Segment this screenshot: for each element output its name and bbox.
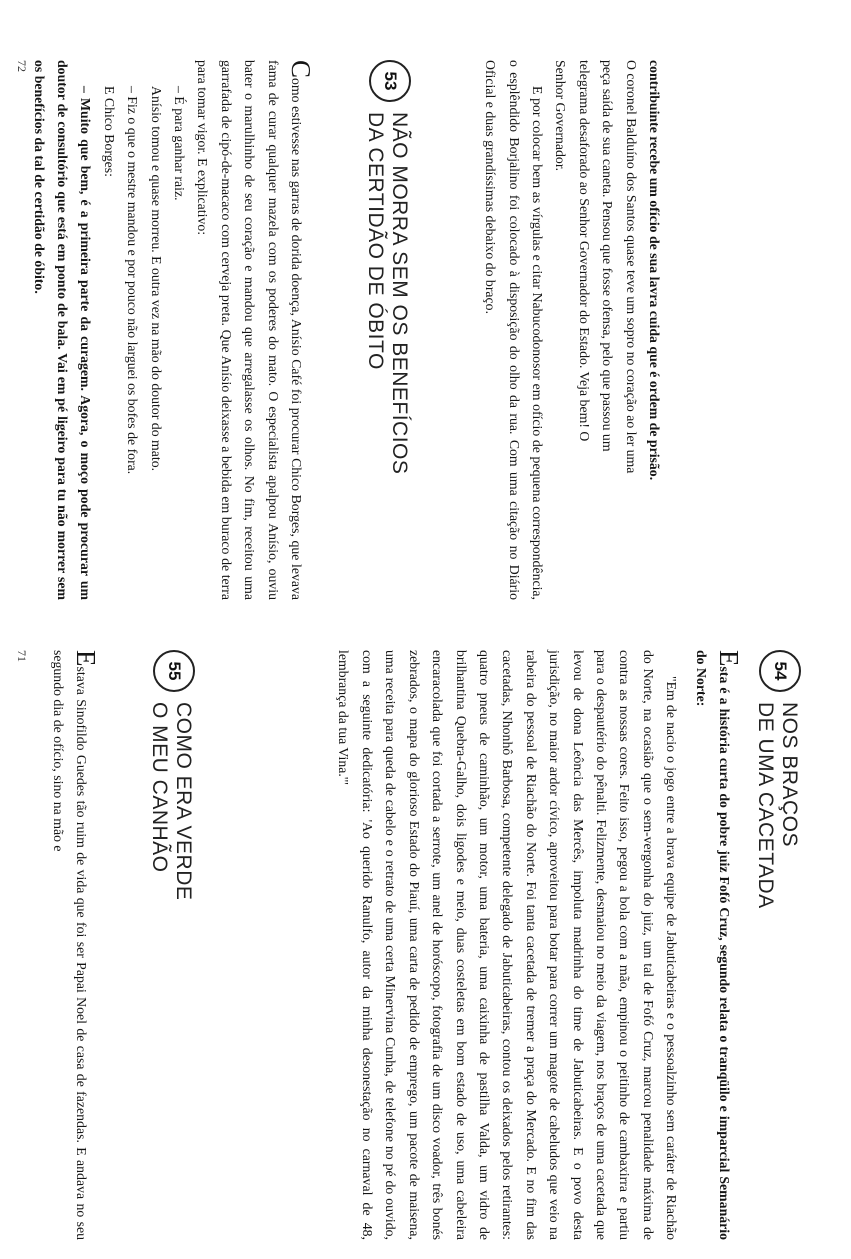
paragraph: sta é a história curta do pobre juiz Fofó Cruz, segundo relata o tranqüilo e imparcial Semanário do Norte: (693, 650, 732, 1240)
section-title (363, 112, 411, 474)
section-53-body (27, 60, 316, 600)
quoted-report: "Em de nacio o jogo entre a brava equipe de Jabuticabeiras e o pessoalzinho sem caráter de Riachão do Norte, na ocasião que o sem-vergonha do juiz, um tal de Fofó Cruz, marcou penalidade máxima de contra as nossas cores. Feito isso, pegou a bola com a mão, empinou o peitinho de cambaxirra e partiu para o despautério do pênalti. Felizmente, desmaiou no meio da viagem, nos braços de uma cacetada que levou de dona Leôncia das Mercês, impoluta madrinha do time de Jabuticabeiras. E o povo desta jurisdição, no maior ardor cívico, aproveitou para botar para correr um magote de cabeludos que veio na rabeira do pessoal de Riachão do Norte. Foi tanta cacetada de tremer a praça do Mercado. E no fim das cacetadas, Nhonhô Barbosa, competente delegado de Jabuticabeiras, contou os deixados pelos retirantes: quatro pneus de caminhão, um motor, uma bateria, uma caixinha de pastilha Valda, um vidro de brilhantina Quebra-Galho, dois ligodes e meio, duas costeletas em bom estado de uso, uma cabeleira encaracolada que foi cortada a serrote, um anel de horóscopo, fotografia de um disco voador, três bonés zebrados, o mapa do glorioso Estado do Piauí, uma carta de pedido de emprego, um pacote de maisena, uma receita para queda de cabelo e o retrato de uma certa Minervina Cunha, de telefone no pé do ouvido, com a seguinte dedicatória: 'Ao querido Ranulfo, autor da minha desonestação no carnaval de 48, lembrança da tua Vina.'" (336, 650, 680, 1240)
section-number-badge: 53 (369, 60, 411, 102)
left-page (0, 0, 851, 620)
right-page (0, 630, 851, 1259)
continuation-text (479, 60, 666, 600)
section-53-heading (363, 60, 411, 474)
section-number-badge: 55 (153, 650, 195, 692)
section-title-line: COMO ERA VERDE (172, 702, 195, 901)
drop-cap: E (71, 650, 101, 667)
section-title-line: DA CERTIDÃO DE ÓBITO (364, 112, 387, 370)
paragraph: – Muito que bem, é a primeira parte da curagem. Agora, o moço pode procurar um doutor de consultório que está em ponto de bala. Vai em pé ligeiro para tu não morrer sem os benefícios da tal de certidão de óbito. (31, 60, 94, 600)
section-title-line: NOS BRAÇOS (778, 702, 801, 848)
drop-cap: C (286, 60, 316, 79)
paragraph: stava Sinofildo Guedes tão ruim de vida que foi ser Papai Noel de casa de fazendas. E andava no seu segundo dia de ofício, sino na mão e (50, 650, 89, 1240)
paragraph: Anísio tomou e quase morreu. E outra vez na mão do doutor do mato. (148, 86, 164, 472)
section-55-body (46, 650, 101, 1240)
section-title-line: O MEU CANHÃO (148, 702, 171, 873)
section-54-heading (753, 650, 801, 909)
section-title (147, 702, 195, 900)
paragraph: – É para ganhar raiz. (171, 86, 187, 201)
continuation-paragraph: E por colocar bem as vírgulas e citar Nabucodonosor em ofício de pequena correspondência, o esplêndido Borjalino foi colocado à disposição do olho da rua. Com uma citação no Diário Oficial e duas grandíssimas debaixo do braço. (483, 60, 545, 600)
section-54-body (332, 650, 744, 1240)
continuation-line: contribuinte recebe um ofício de sua lavra cuida que é ordem de prisão. (647, 60, 662, 481)
section-title-line: NÃO MORRA SEM OS BENEFÍCIOS (388, 112, 411, 475)
page-number: 71 (15, 650, 29, 662)
paragraph: – Fiz o que o mestre mandou e por pouco não larguei os bofes de fora. (125, 86, 141, 475)
drop-cap: E (714, 650, 744, 667)
section-number-badge: 54 (759, 650, 801, 692)
section-title (753, 702, 801, 909)
section-title-line: DE UMA CACETADA (754, 702, 777, 909)
page-number: 72 (15, 60, 29, 72)
continuation-line: O coronel Balduíno dos Santos quase teve um sopro no coração ao ler uma (623, 60, 639, 474)
paragraph: omo estivesse nas garras de dorida doença, Anísio Café foi procurar Chico Borges, que levava fama de curar qualquer mazela com os poderes do mato. O especialista apalpou Anísio, ouviu bater o marulhinho de seu coração e mandou que arregalasse os olhos. No fim, receitou uma garrafada de cipó-de-macaco com cerveja preta. Que Anísio deixasse a bebida em buraco de terra para tomar vigor. E explicativo: (195, 60, 304, 600)
paragraph: E Chico Borges: (101, 86, 117, 177)
continuation-line: Senhor Governador. (553, 60, 569, 172)
continuation-line: telegrama desaforado ao Senhor Governador do Estado. Veja bem! O (576, 60, 592, 442)
continuation-line: peça saída de sua caneta. Pensou que fosse ofensa, pelo que passou um (600, 60, 616, 452)
section-55-heading (147, 650, 195, 900)
